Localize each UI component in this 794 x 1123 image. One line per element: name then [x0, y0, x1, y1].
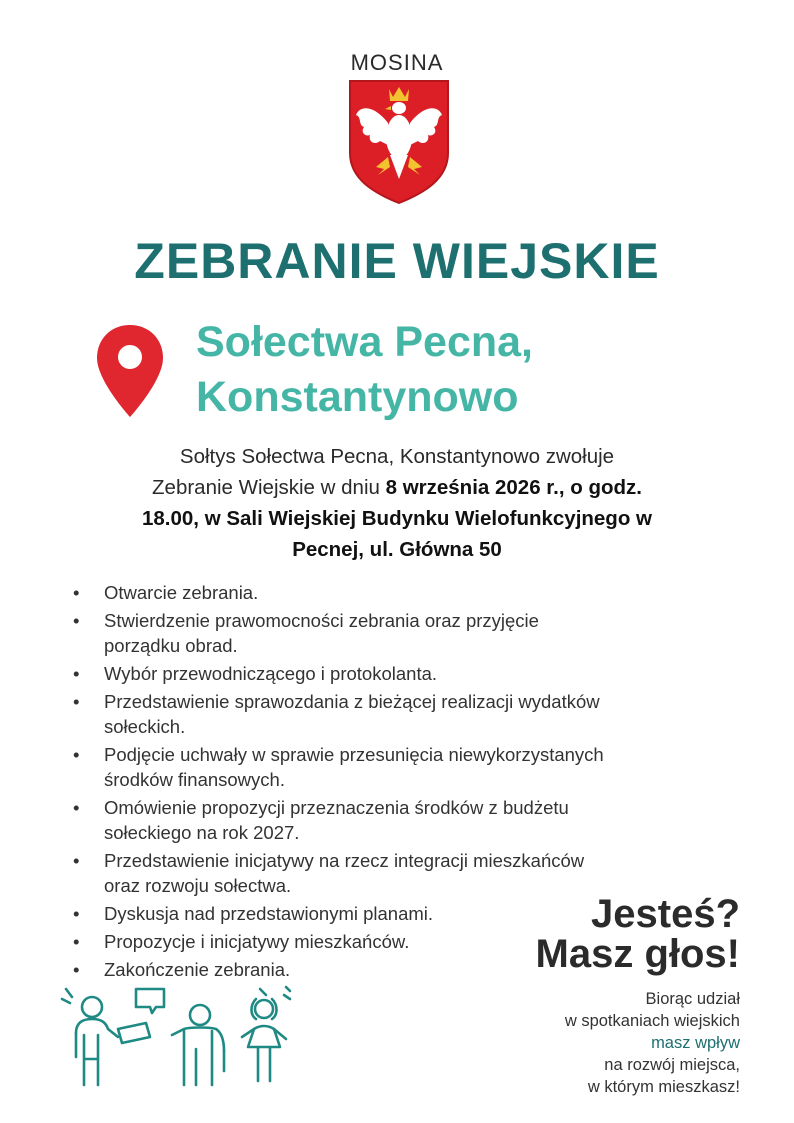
- intro-text-2: Zebranie Wiejskie w dniu: [152, 476, 386, 499]
- bullet: •: [73, 610, 80, 631]
- callout-text: [565, 988, 740, 1098]
- intro-venue: 18.00, w Sali Wiejskiej Budynku Wielofunkcyjnego w: [142, 507, 652, 530]
- people-discussion-icon: [60, 985, 305, 1090]
- bullet: •: [73, 691, 80, 712]
- bullet: •: [73, 744, 80, 765]
- agenda-item-line-2: porządku obrad.: [104, 635, 238, 656]
- agenda-item-line-1: Otwarcie zebrania.: [104, 582, 259, 603]
- agenda-item: [73, 742, 753, 792]
- agenda-item-line-1: Zakończenie zebrania.: [104, 959, 291, 980]
- intro-date: 8 września 2026 r., o godz.: [385, 476, 642, 499]
- bullet: •: [73, 582, 80, 603]
- agenda-item-line-1: Wybór przewodniczącego i protokolanta.: [104, 663, 438, 684]
- bullet: •: [73, 959, 80, 980]
- white-eagle-crest-icon: [344, 75, 454, 205]
- bullet: •: [73, 850, 80, 871]
- agenda-item-line-2: sołeckiego na rok 2027.: [104, 822, 300, 843]
- location-line-1: Sołectwa Pecna,: [196, 318, 533, 366]
- agenda-item-line-1: Omówienie propozycji przeznaczenia środków z budżetu: [104, 797, 569, 818]
- slogan-line-2: Masz głos!: [535, 932, 740, 976]
- intro-text-1: Sołtys Sołectwa Pecna, Konstantynowo zwołuje: [179, 445, 615, 468]
- agenda-item: [73, 848, 753, 898]
- callout-line-2: w spotkaniach wiejskich: [564, 1012, 740, 1030]
- agenda-item: [73, 795, 753, 845]
- callout-line-4: na rozwój miejsca,: [604, 1056, 740, 1074]
- agenda-item: [73, 580, 753, 605]
- agenda-item-line-1: Przedstawienie inicjatywy na rzecz integracji mieszkańców: [104, 850, 585, 871]
- map-pin-icon: [95, 323, 165, 419]
- intro-paragraph: [60, 441, 734, 565]
- callout-line-1: Biorąc udział: [645, 990, 740, 1008]
- agenda-item: [73, 661, 753, 686]
- bullet: •: [73, 931, 80, 952]
- agenda-item-line-2: oraz rozwoju sołectwa.: [104, 875, 292, 896]
- bullet: •: [73, 903, 80, 924]
- agenda-item: [73, 689, 753, 739]
- callout-line-5: w którym mieszkasz!: [587, 1078, 740, 1096]
- agenda-item-line-2: sołeckich.: [104, 716, 186, 737]
- agenda-item-line-1: Stwierdzenie prawomocności zebrania oraz przyjęcie: [104, 610, 539, 631]
- bullet: •: [73, 797, 80, 818]
- page-title: ZEBRANIE WIEJSKIE: [134, 233, 660, 289]
- agenda-item-line-1: Podjęcie uchwały w sprawie przesunięcia niewykorzystanych: [104, 744, 604, 765]
- agenda-item: [73, 608, 753, 658]
- logo-text: MOSINA: [350, 50, 444, 75]
- agenda-item-line-1: Przedstawienie sprawozdania z bieżącej realizacji wydatków: [104, 691, 600, 712]
- bullet: •: [73, 663, 80, 684]
- agenda-item-line-1: Propozycje i inicjatywy mieszkańców.: [104, 931, 410, 952]
- agenda-item-line-2: środków finansowych.: [104, 769, 285, 790]
- location-line-2: Konstantynowo: [196, 373, 519, 421]
- agenda-item-line-1: Dyskusja nad przedstawionymi planami.: [104, 903, 434, 924]
- slogan-line-1: Jesteś?: [591, 892, 740, 936]
- intro-address: Pecnej, ul. Główna 50: [292, 538, 502, 561]
- callout-line-3: masz wpływ: [651, 1034, 740, 1052]
